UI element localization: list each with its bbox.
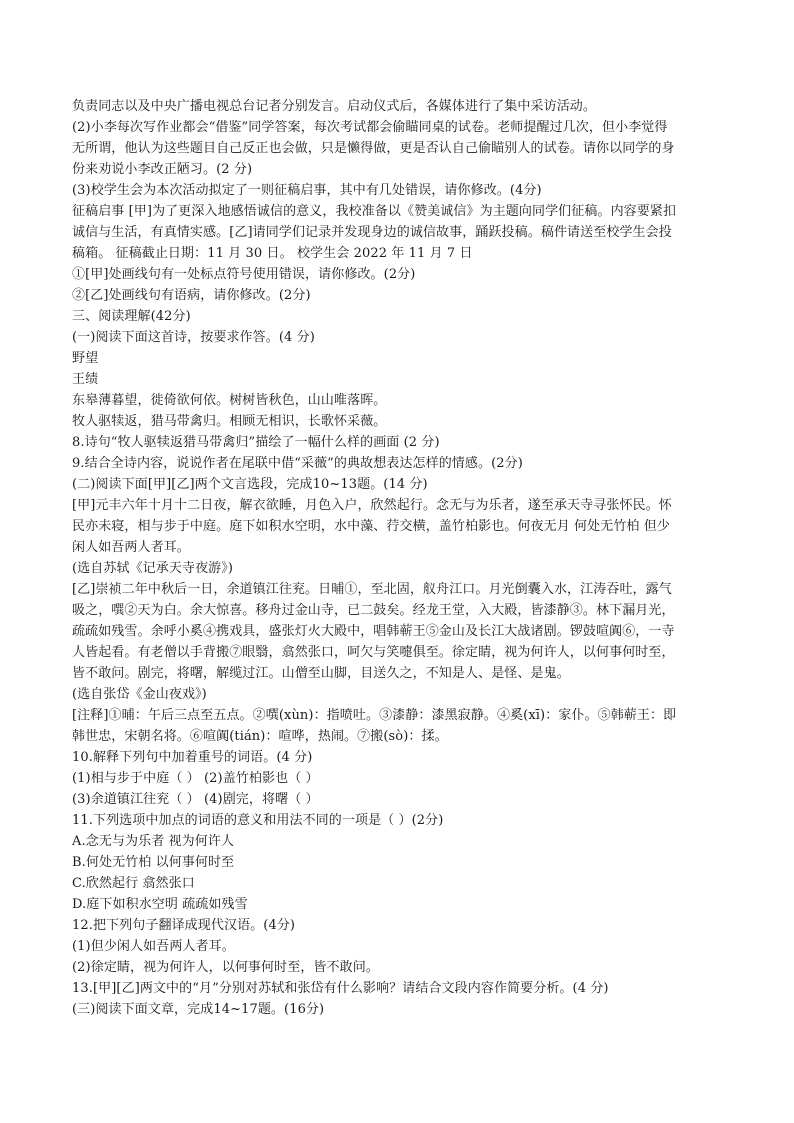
passage-a-line-2: 民亦未寝，相与步于中庭。庭下如积水空明，水中藻、荇交横，盖竹柏影也。何夜无月 何处无竹柏 但少 xyxy=(72,519,670,534)
passage-b-line-2: 吸之，噀②天为白。余大惊喜。移舟过金山寺，已二鼓矣。经龙王堂，入大殿，皆漆静③。林下漏月光， xyxy=(72,603,675,618)
annotation-line-1: [注释]①晡：午后三点至五点。②噀(xùn)：指喷吐。③漆静：漆黑寂静。④奚(xī)：家仆。⑤韩蕲王：即 xyxy=(72,708,677,723)
poem-title: 野望 xyxy=(72,351,99,366)
text-line-q2-cont: 无所谓，他认为这些题目自己反正也会做，只是懒得做，更是否认自己偷瞄别人的试卷。请你以同学的身 xyxy=(72,141,675,156)
text-line-q3-1: ①[甲]处画线句有一处标点符号使用错误，请你修改。(2分) xyxy=(72,267,416,282)
poem-author: 王绩 xyxy=(72,372,99,387)
question-11-option-a: A.念无与为乐者 视为何许人 xyxy=(72,834,235,849)
question-11: 11.下列选项中加点的词语的意义和用法不同的一项是（ ）(2分) xyxy=(72,813,444,828)
passage-b-line-4: 人皆起看。有老僧以手背搬⑦眼翳，翕然张口，呵欠与笑嚏俱至。徐定睛，视为何许人，以何事何时至， xyxy=(72,645,675,660)
text-line-q2-end: 份来劝说小李改正陋习。(2 分) xyxy=(72,162,253,177)
passage-b-line-1: [乙]崇祯二年中秋后一日，余道镇江往兖。日晡①，至北固，舣舟江口。月光倒囊入水，江涛吞吐，露气 xyxy=(72,582,672,597)
question-13: 13.[甲][乙]两文中的“月”分别对苏轼和张岱有什么影响？请结合文段内容作简要分析。(4 分) xyxy=(72,981,609,996)
passage-b-source: (选自张岱《金山夜戏》) xyxy=(72,687,207,702)
question-12-item-2: (2)徐定睛，视为何许人，以何事何时至，皆不敢问。 xyxy=(72,960,379,975)
passage-a-line-3: 闲人如吾两人者耳。 xyxy=(72,540,190,555)
passage-a-source: (选自苏轼《记承天寺夜游》) xyxy=(72,561,234,576)
passage-b-line-5: 皆不敢问。剧完，将曙，解缆过江。山僧至山脚，目送久之，不知是人、是怪、是鬼。 xyxy=(72,666,570,681)
text-line-q3: (3)校学生会为本次活动拟定了一则征稿启事，其中有几处错误，请你修改。(4分) xyxy=(72,183,542,198)
question-9: 9.结合全诗内容，说说作者在尾联中借“采薇”的典故想表达怎样的情感。(2分) xyxy=(72,456,523,471)
question-11-option-b: B.何处无竹柏 以何事何时至 xyxy=(72,855,235,870)
text-line-part3: (三)阅读下面文章，完成14~17题。(16分) xyxy=(72,1002,325,1017)
text-line-notice-end: 稿箱。 征稿截止日期：11 月 30 日。 校学生会 2022 年 11 月 7 日 xyxy=(72,246,473,261)
text-line-q2: (2)小李每次写作业都会“借鉴”同学答案，每次考试都会偷瞄同桌的试卷。老师提醒过几次，但小李觉得 xyxy=(72,120,668,135)
question-10: 10.解释下列句中加着重号的词语。(4 分) xyxy=(72,750,313,765)
question-10-items-1: (1)相与步于中庭（ ） (2)盖竹柏影也（ ） xyxy=(72,771,319,786)
section-heading-reading: 三、阅读理解(42分) xyxy=(72,309,191,324)
document-page xyxy=(72,96,732,1020)
question-8: 8.诗句“牧人驱犊返猎马带禽归”描绘了一幅什么样的画面 (2 分) xyxy=(72,435,440,450)
annotation-line-2: 韩世忠，宋朝名将。⑥喧阗(tián)：喧哗，热闹。⑦搬(sò)：揉。 xyxy=(72,729,448,744)
question-12-item-1: (1)但少闲人如吾两人者耳。 xyxy=(72,939,235,954)
text-line-part2: (二)阅读下面[甲][乙]两个文言选段，完成10~13题。(14 分) xyxy=(72,477,428,492)
text-line-part1: (一)阅读下面这首诗，按要求作答。(4 分) xyxy=(72,330,315,345)
poem-line-1: 东皋薄暮望，徙倚欲何依。树树皆秋色，山山唯落晖。 xyxy=(72,393,387,408)
text-line-notice-cont: 诚信与生活，有真情实感。[乙]请同学们记录并发现身边的诚信故事，踊跃投稿。稿件请送至校学生会投 xyxy=(72,225,672,240)
text-line-q3-2: ②[乙]处画线句有语病，请你修改。(2分) xyxy=(72,288,311,303)
question-10-items-2: (3)余道镇江往兖（ ） (4)剧完，将曙（ ） xyxy=(72,792,319,807)
passage-a-line-1: [甲]元丰六年十月十二日夜，解衣欲睡，月色入户，欣然起行。念无与为乐者，遂至承天寺寻张怀民。怀 xyxy=(72,498,672,513)
question-12: 12.把下列句子翻译成现代汉语。(4分) xyxy=(72,918,296,933)
question-11-option-c: C.欣然起行 翕然张口 xyxy=(72,876,195,891)
poem-line-2: 牧人驱犊返，猎马带禽归。相顾无相识，长歌怀采薇。 xyxy=(72,414,387,429)
text-line-event-note: 负责同志以及中央广播电视总台记者分别发言。启动仪式后，各媒体进行了集中采访活动。 xyxy=(72,99,597,114)
passage-b-line-3: 疏疏如残雪。余呼小奚④携戏具，盛张灯火大殿中，唱韩蕲王⑤金山及长江大战诸剧。锣鼓喧阗⑥，一寺 xyxy=(72,624,675,639)
text-line-notice: 征稿启事 [甲]为了更深入地感悟诚信的意义，我校准备以《赞美诚信》为主题向同学们征稿。内容要紧扣 xyxy=(72,204,677,219)
question-11-option-d: D.庭下如积水空明 疏疏如残雪 xyxy=(72,897,248,912)
